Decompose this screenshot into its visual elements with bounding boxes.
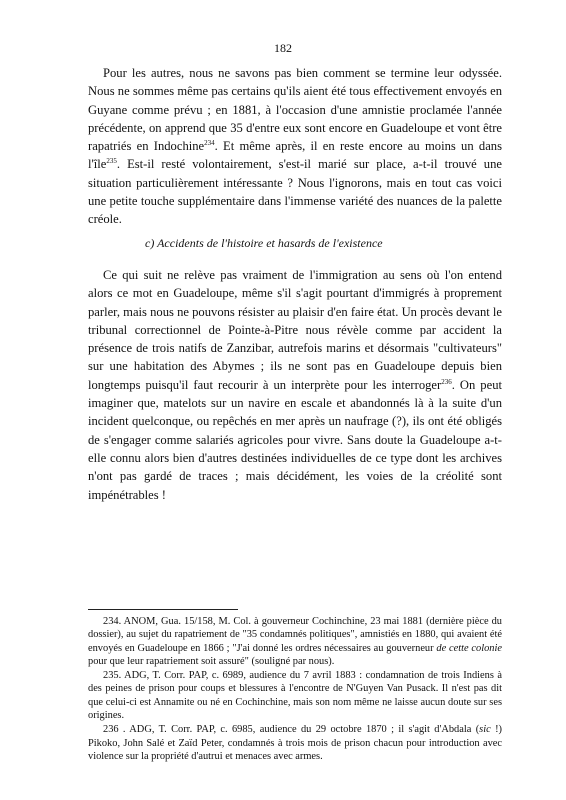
paragraph-2-part-a: Ce qui suit ne relève pas vraiment de l'immigration au sens où l'on entend alors ce mot en Guadeloupe, même s'il s'agit pourtant d'immigrés à proprement parler, mais nous ne pouvons résister au plaisir d'en faire état. Un procès devant le tribunal correctionnel de Pointe-à-Pitre nous révèle comme par accident la présence de trois natifs de Zanzibar, autrefois marins et désormais "cultivateurs" sur une habitation des Abymes ; ils ne sont pas en Guadeloupe depuis bien longtemps puisqu'il faut recourir à un interprète pour les interroger [88,268,502,392]
paragraph-2-part-b: . On peut imaginer que, matelots sur un navire en escale et abandonnés là à la suite d'un incident quelconque, ou repêchés en mer après un naufrage (?), ils ont été obligés de s'engager comme salariés agricoles pour vivre. Sans doute la Guadeloupe a-t-elle connu alors bien d'autres destinées individuelles de ce type dont les archives n'ont pas gardé de traces ; mais décidément, les voies de la créolité sont impénétrables ! [88,377,502,502]
footnote-ref-235[interactable]: 235 [106,157,117,166]
paragraph-2-text [88,266,502,504]
paragraph-1 [88,64,502,229]
footnote-ref-236[interactable]: 236 [441,377,452,386]
paragraph-1-part-b: . Et même après, il en reste encore au moins un dans l'île [88,139,502,172]
footnote-236-part-b: !) Pikoko, John Salé et Zaïd Peter, condamnés à trois mois de prison chacun pour introduction avec violence sur la propriété d'autrui et menaces avec armes. [88,724,502,762]
footnote-234 [88,615,502,668]
paragraph-1-text [88,64,502,229]
footnote-divider [88,609,238,610]
page-number: 182 [274,41,292,55]
footnote-234-part-b: pour que leur rapatriement soit assuré" (souligné par nous). [88,655,335,667]
paragraph-2 [88,266,502,504]
section-heading: c) Accidents de l'histoire et hasards de l'existence [145,236,383,250]
footnotes-section [88,615,502,764]
footnote-234-italic: de cette colonie [436,642,502,654]
footnote-235: 235. ADG, T. Corr. PAP, c. 6989, audience du 7 avril 1883 : condamnation de trois Indiens à des peines de prison pour coups et blessures à l'encontre de N'Guyen Van Pusack. Il n'est pas dit que celui-ci est Annamite ou né en Cochinchine, mais son nom même ne laisse aucun doute sur ses origines. [88,670,502,722]
paragraph-1-part-c: . Est-il resté volontairement, s'est-il marié sur place, a-t-il trouvé une situation particulièrement intéressante ? Nous l'ignorons, mais en tout cas voici une petite touche supplémentaire dans l'immense variété des nuances de la palette créole. [88,157,502,227]
paragraph-1-part-a: Pour les autres, nous ne savons pas bien comment se termine leur odyssée. Nous ne sommes même pas certains qu'ils aient été tous effectivement envoyés en Guyane comme prévu ; en 1881, à l'occasion d'une amnistie proclamée l'année précédente, on apprend que 35 d'entre eux sont encore en Guadeloupe et vont être rapatriés en Indochine [88,66,502,154]
footnote-234-part-a: 234. ANOM, Gua. 15/158, M. Col. à gouverneur Cochinchine, 23 mai 1881 (dernière pièce du dossier), au sujet du rapatriement de "35 condamnés politiques", amnistiés en 1880, qui avaient été envoyés en Guadeloupe en 1866 ; "J'ai donné les ordres nécessaires au gouverneur [88,616,502,654]
footnote-236-italic: sic [479,724,491,736]
footnote-ref-234[interactable]: 234 [204,139,215,147]
footnote-236 [88,723,502,763]
footnote-236-part-a: 236 . ADG, T. Corr. PAP, c. 6985, audience du 29 octobre 1870 ; il s'agit d'Abdala ( [103,724,480,736]
